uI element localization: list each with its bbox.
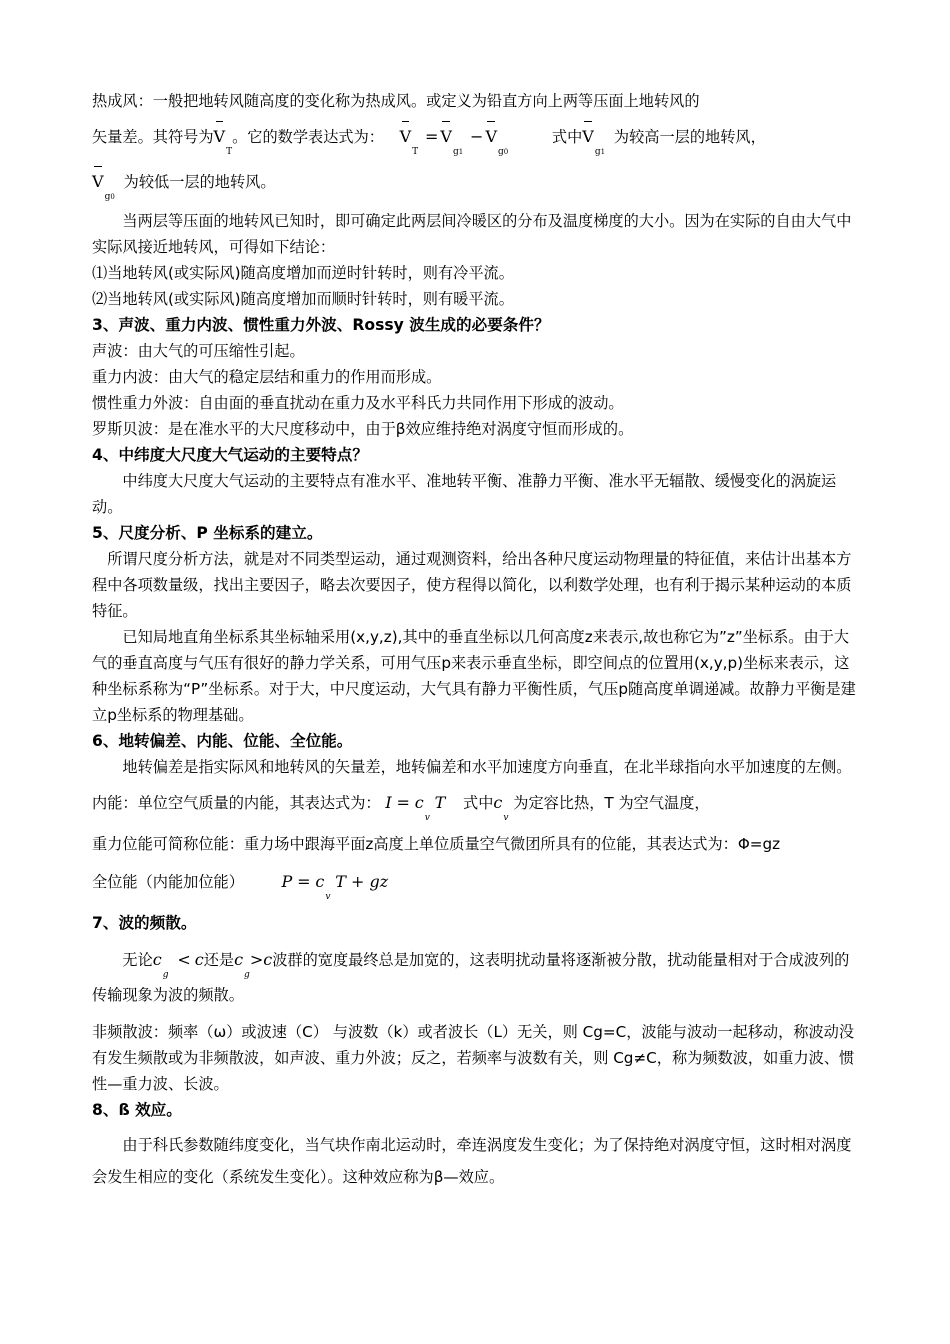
beta-effect-para: 由于科氏参数随纬度变化，当气块作南北运动时，牵连涡度发生变化；为了保持绝对涡度守恒，这时相对涡度会发生相应的变化（系统发生变化）。这种效应称为β—效应。 bbox=[92, 1136, 852, 1186]
section-5-para1: 所谓尺度分析方法，就是对不同类型运动，通过观测资料，给出各种尺度运动物理量的特征值，来估计出基本方程中各项数量级，找出主要因子，略去次要因子，使方程得以简化，以利数学处理，也有利于揭示某种运动的本质特征。 bbox=[92, 550, 852, 620]
thermal-wind-def-line1: 热成风：一般把地转风随高度的变化称为热成风。或定义为铅直方向上两等压面上地转风的 bbox=[92, 92, 700, 110]
thermal-wind-def-line2: 矢量差。其符号为$V_T$。它的数学表达式为： $V_T = V_{g1} - V_{g0}$ 式中$V_{g1}$ 为较高一层的地转风， bbox=[92, 122, 862, 155]
section-4-heading: 4、中纬度大尺度大气运动的主要特点？ bbox=[92, 446, 368, 464]
formula-vg0: V bbox=[485, 122, 497, 152]
vector-vg0: V bbox=[92, 167, 104, 197]
section-3-heading: 3、声波、重力内波、惯性重力外波、Rossy 波生成的必要条件？ bbox=[92, 316, 550, 334]
rossby-wave-item: 罗斯贝波：是在准水平的大尺度移动中，由于β效应维持绝对涡度守恒而形成的。 bbox=[92, 420, 634, 438]
section-5-para2: 已知局地直角坐标系其坐标轴采用(x,y,z),其中的垂直坐标以几何高度z来表示,故也称它为”z”坐标系。由于大气的垂直高度与气压有很好的静力学关系，可用气压p来表示垂直坐标，即空间点的位置用(x,y,p)坐标来表示，这种坐标系称为“P”坐标系。对于大，中尺度运动，大气具有静力平衡性质，气压p随高度单调递减。故静力平衡是建立p坐标系的物理基础。 bbox=[92, 628, 856, 724]
non-dispersive-wave-para: 非频散波：频率（ω）或波速（C） 与波数（k）或者波长（L）无关，则 Cg=C，波能与波动一起移动，称波动没有发生频散或为非频散波，如声波、重力外波；反之，若频率与波数有关，则 Cg≠C，称为频数波，如重力波、惯性—重力波、长波。 bbox=[92, 1023, 855, 1093]
vector-vt: V bbox=[214, 122, 226, 152]
sound-wave-item: 声波：由大气的可压缩性引起。 bbox=[92, 342, 305, 360]
thermal-wind-conclusion1: ⑴当地转风(或实际风)随高度增加而逆时针转时，则有冷平流。 bbox=[92, 264, 514, 282]
formula-vg1: V bbox=[440, 122, 452, 152]
total-potential-energy-line: 全位能（内能加位能） $P = c_v$ T + gz bbox=[92, 872, 389, 902]
dispersion-para1: 无论$c_g < c$还是$c_g>c$波群的宽度最终总是加宽的，这表明扰动量将逐渐被分散，扰动能量相对于合成波列的传输现象为波的频散。 bbox=[92, 950, 850, 1004]
document-page bbox=[92, 86, 862, 1193]
section-5-heading: 5、尺度分析、P 坐标系的建立。 bbox=[92, 524, 323, 542]
thermal-wind-conclusion2: ⑵当地转风(或实际风)随高度增加而顺时针转时，则有暖平流。 bbox=[92, 290, 514, 308]
section-6-para1: 地转偏差是指实际风和地转风的矢量差，地转偏差和水平加速度方向垂直，在北半球指向水平加速度的左侧。 bbox=[122, 758, 852, 776]
section-7-heading: 7、波的频散。 bbox=[92, 914, 197, 932]
section-6-heading: 6、地转偏差、内能、位能、全位能。 bbox=[92, 732, 353, 750]
internal-energy-line: 内能：单位空气质量的内能，其表达式为： $I = c_v$ T 式中$c_v$ 为定容比热，T 为空气温度， bbox=[92, 793, 710, 823]
thermal-wind-para2: 当两层等压面的地转风已知时，即可确定此两层间冷暖区的分布及温度梯度的大小。因为在实际的自由大气中实际风接近地转风，可得如下结论： bbox=[92, 212, 852, 256]
gravity-internal-wave-item: 重力内波：由大气的稳定层结和重力的作用而形成。 bbox=[92, 368, 442, 386]
thermal-wind-def-line3: $V_{g0}$ 为较低一层的地转风。 bbox=[92, 167, 862, 200]
formula-vt: V bbox=[400, 122, 412, 152]
vector-vg1: V bbox=[582, 122, 594, 152]
potential-energy-para: 重力位能可简称位能：重力场中跟海平面z高度上单位质量空气微团所具有的位能，其表达式为：Φ=gz bbox=[92, 835, 781, 853]
section-4-para: 中纬度大尺度大气运动的主要特点有准水平、准地转平衡、准静力平衡、准水平无辐散、缓慢变化的涡旋运动。 bbox=[92, 472, 837, 516]
inertia-gravity-wave-item: 惯性重力外波：自由面的垂直扰动在重力及水平科氏力共同作用下形成的波动。 bbox=[92, 394, 624, 412]
section-8-heading: 8、ß 效应。 bbox=[92, 1101, 182, 1119]
